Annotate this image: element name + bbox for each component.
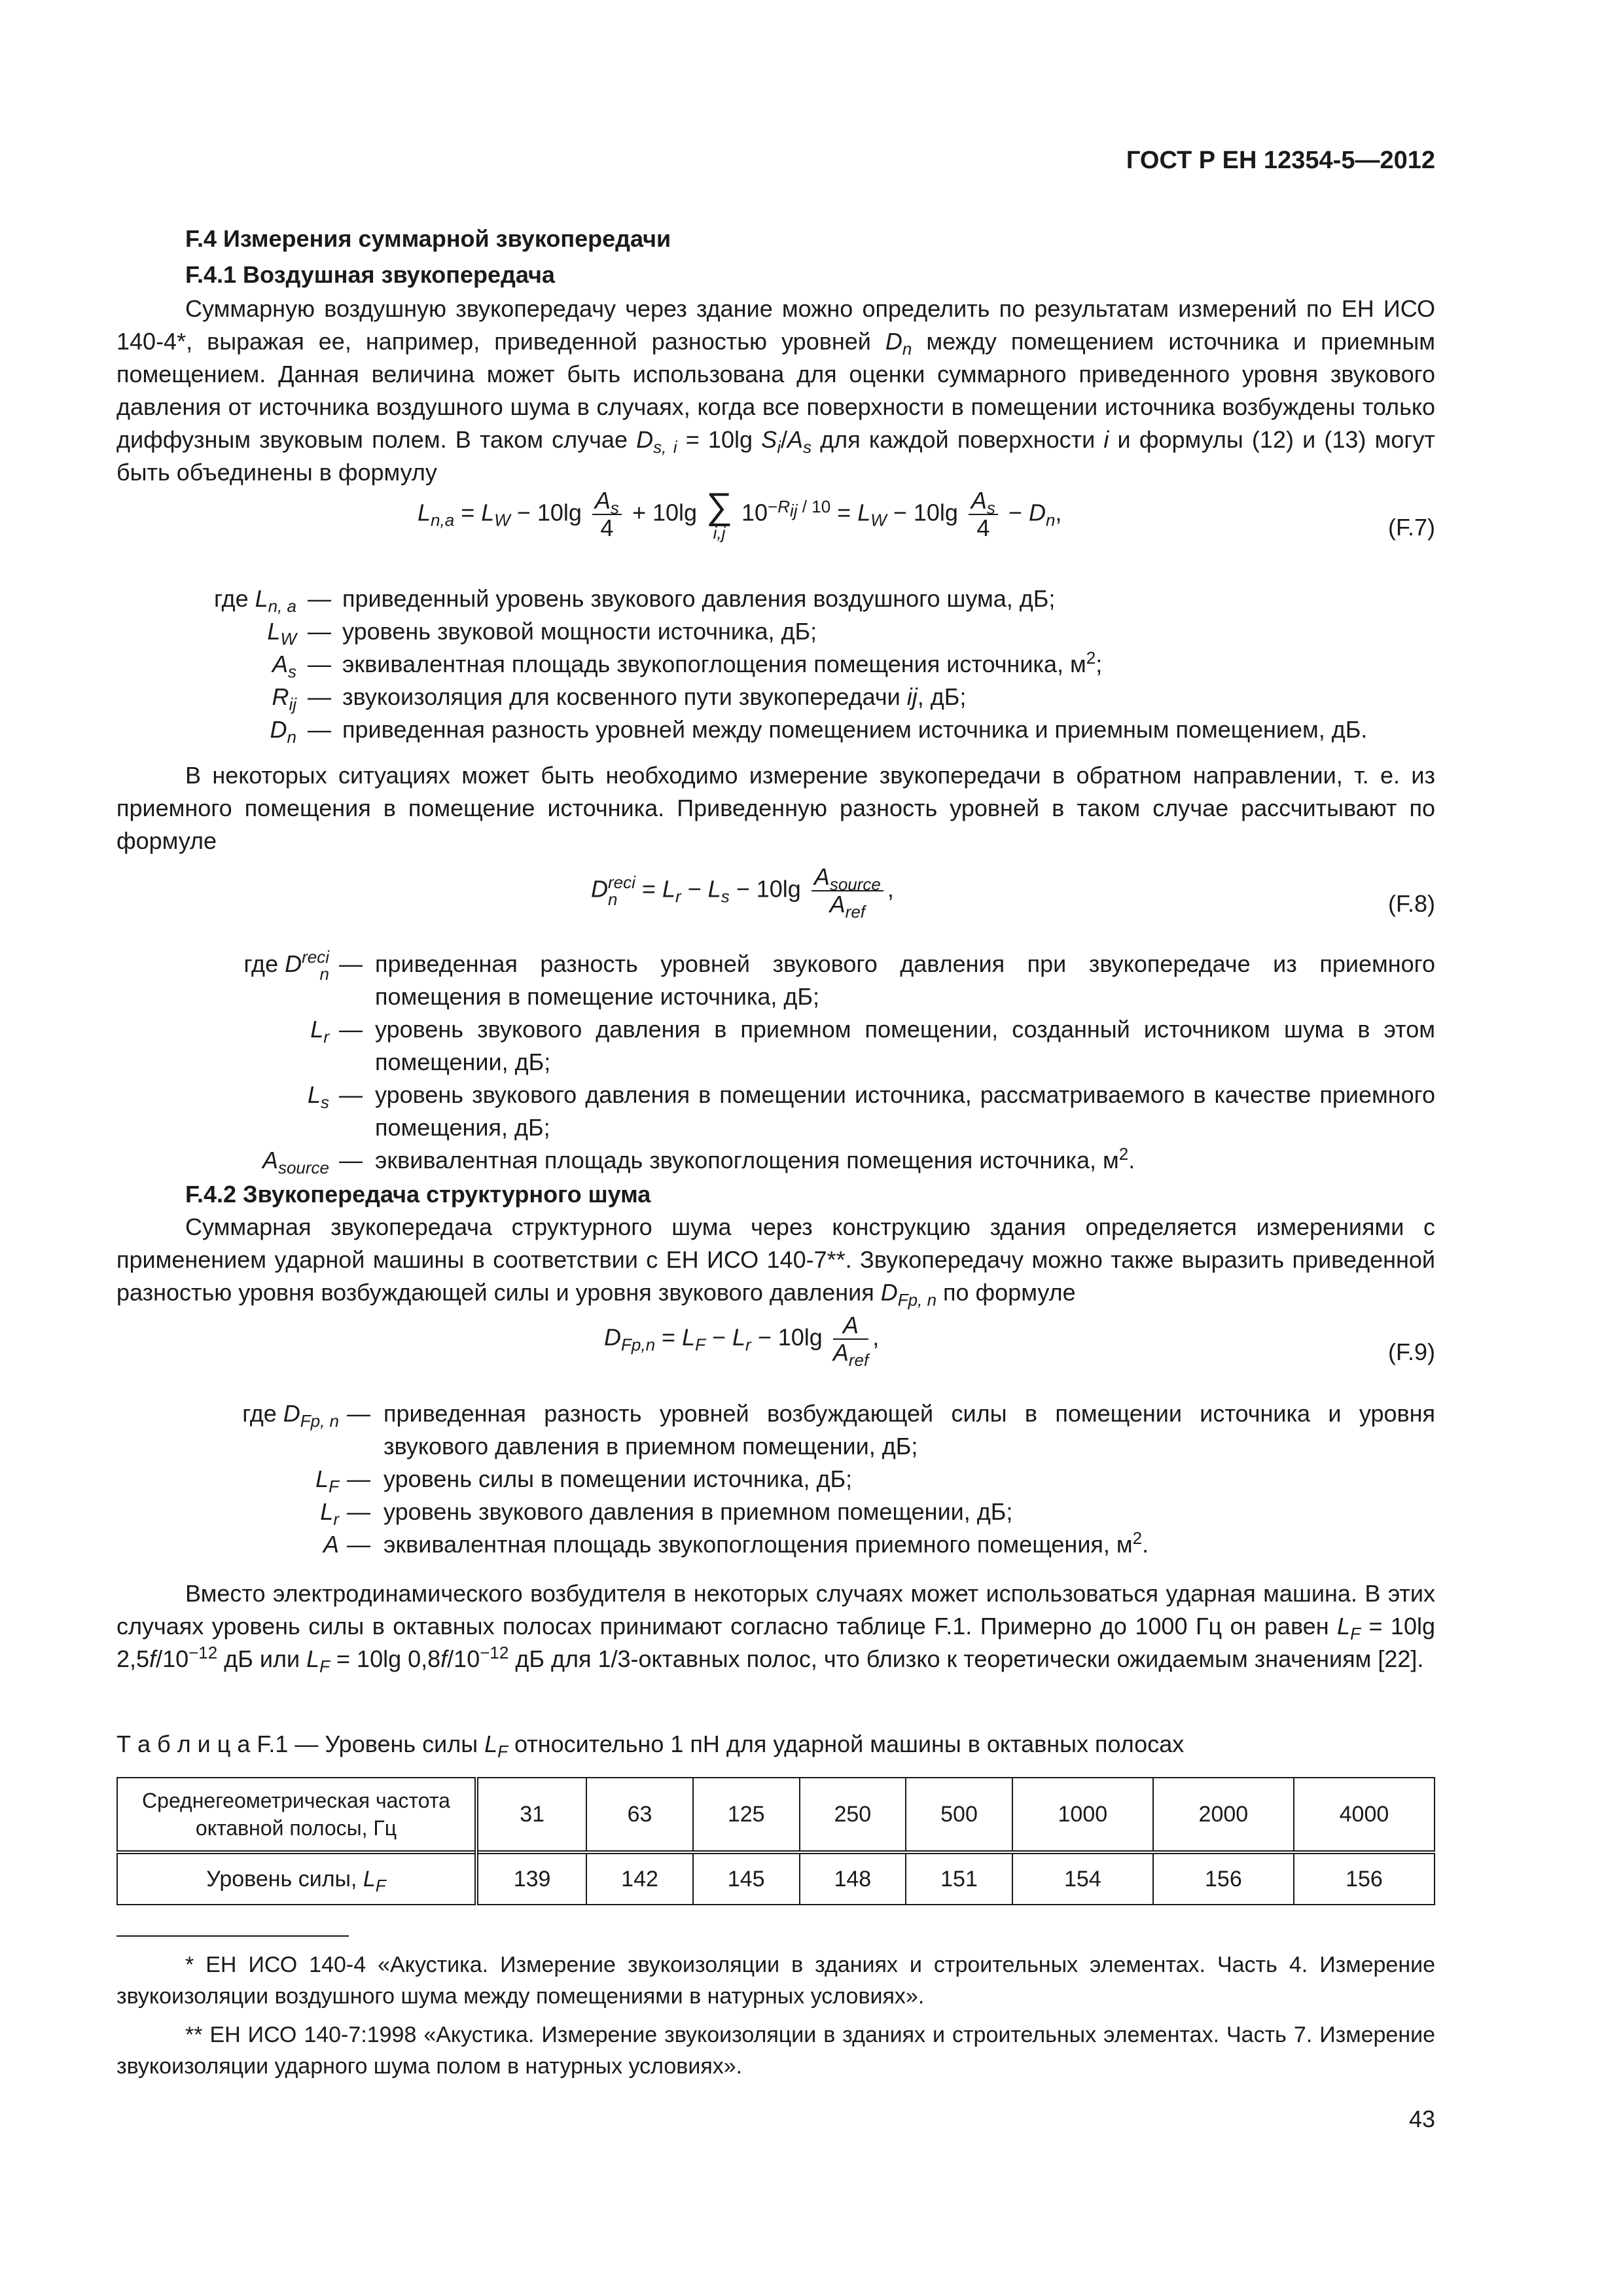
formula-f7-expression: $L_{n,a} = L_W - 10\lg$ $\frac{A_s}{4}$ + 10lg ∑ i,j $10^{-R_{ij} / 10} = L_W - 10\lg$ $\frac{A_s}{4}$ − $D_n$, xyxy=(418,485,1062,543)
definition-row: $L_W$ — уровень звуковой мощности источника, дБ; xyxy=(267,618,817,649)
footnote-2: ** ЕН ИСО 140-7:1998 «Акустика. Измерение звукоизоляции в зданиях и строительных элементах. Часть 7. Измерение звукоизоляции ударного шума полом в натурных условиях». xyxy=(116,2022,1435,2079)
page-number: 43 xyxy=(1408,2106,1435,2132)
footnote-1: * ЕН ИСО 140-4 «Акустика. Измерение звукоизоляции в зданиях и строительных элементах. Часть 4. Измерение звукоизоляции воздушного шума между помещениями в натурных условиях». xyxy=(116,1952,1435,2009)
force-level-table xyxy=(116,1777,1435,1905)
table-cell: 4000 xyxy=(1294,1778,1435,1852)
definitions-f9 xyxy=(116,1397,1435,1561)
document-header: ГОСТ Р ЕН 12354-5—2012 xyxy=(1126,147,1435,174)
definition-row: где D reci n — приведенная разность уровней звукового давления при звукопередаче из приемного помещения в помещение источника, дБ; xyxy=(243,947,1435,1010)
table-cell: 2000 xyxy=(1153,1778,1294,1852)
table-cell: 139 xyxy=(476,1852,586,1905)
definition-row: где $D_{Fp, n}$ — приведенная разность уровней возбуждающей силы в помещении источника и уровня звукового давления в приемном помещении, дБ; xyxy=(242,1400,1435,1460)
formula-f7 xyxy=(116,485,1435,560)
formula-number-f9: (F.9) xyxy=(1388,1338,1435,1365)
formula-f8-expression: D reci n = $L_r - L_s - 10\lg$ $\frac{A_{source}}{A_{ref}}$ , xyxy=(591,863,894,922)
formula-f9-expression: $D_{Fp,n} = L_F - L_r - 10\lg$ $\frac{A}{A_{ref}}$ , xyxy=(604,1312,880,1371)
table-header-label: Среднегеометрическая частота октавной полосы, Гц xyxy=(117,1778,476,1852)
definition-row: $R_{ij}$ — звукоизоляция для косвенного пути звукопередачи ij, дБ; xyxy=(272,683,967,715)
document-page xyxy=(116,0,1435,2296)
table-cell: 142 xyxy=(586,1852,693,1905)
formula-f9 xyxy=(116,1312,1435,1384)
definition-row: $L_r$ — уровень звукового давления в приемном помещении, дБ; xyxy=(320,1498,1013,1530)
definition-row: $A_{source}$ — эквивалентная площадь звукопоглощения помещения источника, $м^2$. xyxy=(262,1144,1135,1178)
definition-row: где $L_{n, a}$ — приведенный уровень звукового давления воздушного шума, дБ; xyxy=(214,585,1056,617)
definition-row: $L_F$ — уровень силы в помещении источника, дБ; xyxy=(315,1465,853,1497)
section-heading-f4: F.4 Измерения суммарной звукопередачи xyxy=(185,225,671,252)
table-cell: 156 xyxy=(1153,1852,1294,1905)
formula-f8 xyxy=(116,864,1435,936)
table-cell: 151 xyxy=(906,1852,1012,1905)
paragraph-airborne: Суммарную воздушную звукопередачу через здание можно определить по результатам измерений по ЕН ИСО 140-4*, выражая ее, например, приведенной разностью уровней $D_n$ между помещением источника и приемным помещением. Данная величина может быть использована для оценки суммарного приведенного уровня звукового давления от источника воздушного шума в случаях, когда все поверхности в помещении источника возбуждены только диффузным звуковым полем. В таком случае $D_{s, i} = 10\lg$ $S_i/A_s$ для каждой поверхности i и формулы (12) и (13) могут быть объединены в формулу xyxy=(116,295,1436,486)
formula-number-f8: (F.8) xyxy=(1388,890,1435,917)
table-cell: 63 xyxy=(586,1778,693,1852)
definitions-f7 xyxy=(116,583,1435,746)
definition-row: $A_s$ — эквивалентная площадь звукопоглощения помещения источника, $м^2$; xyxy=(272,648,1103,682)
table-cell: 125 xyxy=(693,1778,800,1852)
table-cell: 500 xyxy=(906,1778,1012,1852)
table-row-values xyxy=(117,1852,1435,1905)
section-heading-f41: F.4.1 Воздушная звукопередача xyxy=(185,261,555,288)
table-cell: 156 xyxy=(1294,1852,1435,1905)
table-cell: 154 xyxy=(1012,1852,1153,1905)
formula-number-f7: (F.7) xyxy=(1388,514,1435,541)
definitions-f8 xyxy=(116,948,1435,1177)
paragraph-structure: Суммарная звукопередача структурного шума через конструкцию здания определяется измерениями с применением ударной машины в соответствии с ЕН ИСО 140-7**. Звукопередачу можно также выразить приведенной разностью уровня возбуждающей силы и уровня звукового давления $D_{Fp, n}$ по формуле xyxy=(116,1213,1435,1310)
section-heading-f42: F.4.2 Звукопередача структурного шума xyxy=(185,1181,651,1208)
table-row-header xyxy=(117,1778,1435,1852)
paragraph-impact: Вместо электродинамического возбудителя в некоторых случаях может использоваться ударная машина. В этих случаях уровень силы в октавных полосах принимают согласно таблице F.1. Примерно до 1000 Гц он равен $L_F = 10\lg$ $2,5f/10^{-12}$ дБ или $L_F = 10\lg$ $0,8f/10^{-12}$ дБ для 1/3-октавных полос, что близко к теоретически ожидаемым значениям [22]. xyxy=(116,1580,1435,1677)
table-cell: 31 xyxy=(476,1778,586,1852)
definition-row: A — эквивалентная площадь звукопоглощения приемного помещения, $м^2$. xyxy=(323,1528,1149,1558)
table-row-label: Уровень силы, $L_F$ xyxy=(117,1852,476,1905)
table-cell: 145 xyxy=(693,1852,800,1905)
definition-row: $L_r$ — уровень звукового давления в приемном помещении, созданный источником шума в этом помещении, дБ; xyxy=(310,1016,1435,1075)
table-cell: 250 xyxy=(800,1778,906,1852)
table-cell: 1000 xyxy=(1012,1778,1153,1852)
definition-row: $D_n$ — приведенная разность уровней между помещением источника и приемным помещением, дБ. xyxy=(270,716,1368,747)
paragraph-reverse: В некоторых ситуациях может быть необходимо измерение звукопередачи в обратном направлении, т. е. из приемного помещения в помещение источника. Приведенную разность уровней в таком случае рассчитывают по формуле xyxy=(116,762,1435,854)
table-cell: 148 xyxy=(800,1852,906,1905)
definition-row: $L_s$ — уровень звукового давления в помещении источника, рассматриваемого в качестве приемного помещения, дБ; xyxy=(307,1081,1435,1141)
footnote-divider xyxy=(116,1935,349,1937)
table-caption: Т а б л и ц а F.1 — Уровень силы $L_F$ относительно 1 пН для ударной машины в октавных полосах xyxy=(116,1731,1185,1762)
